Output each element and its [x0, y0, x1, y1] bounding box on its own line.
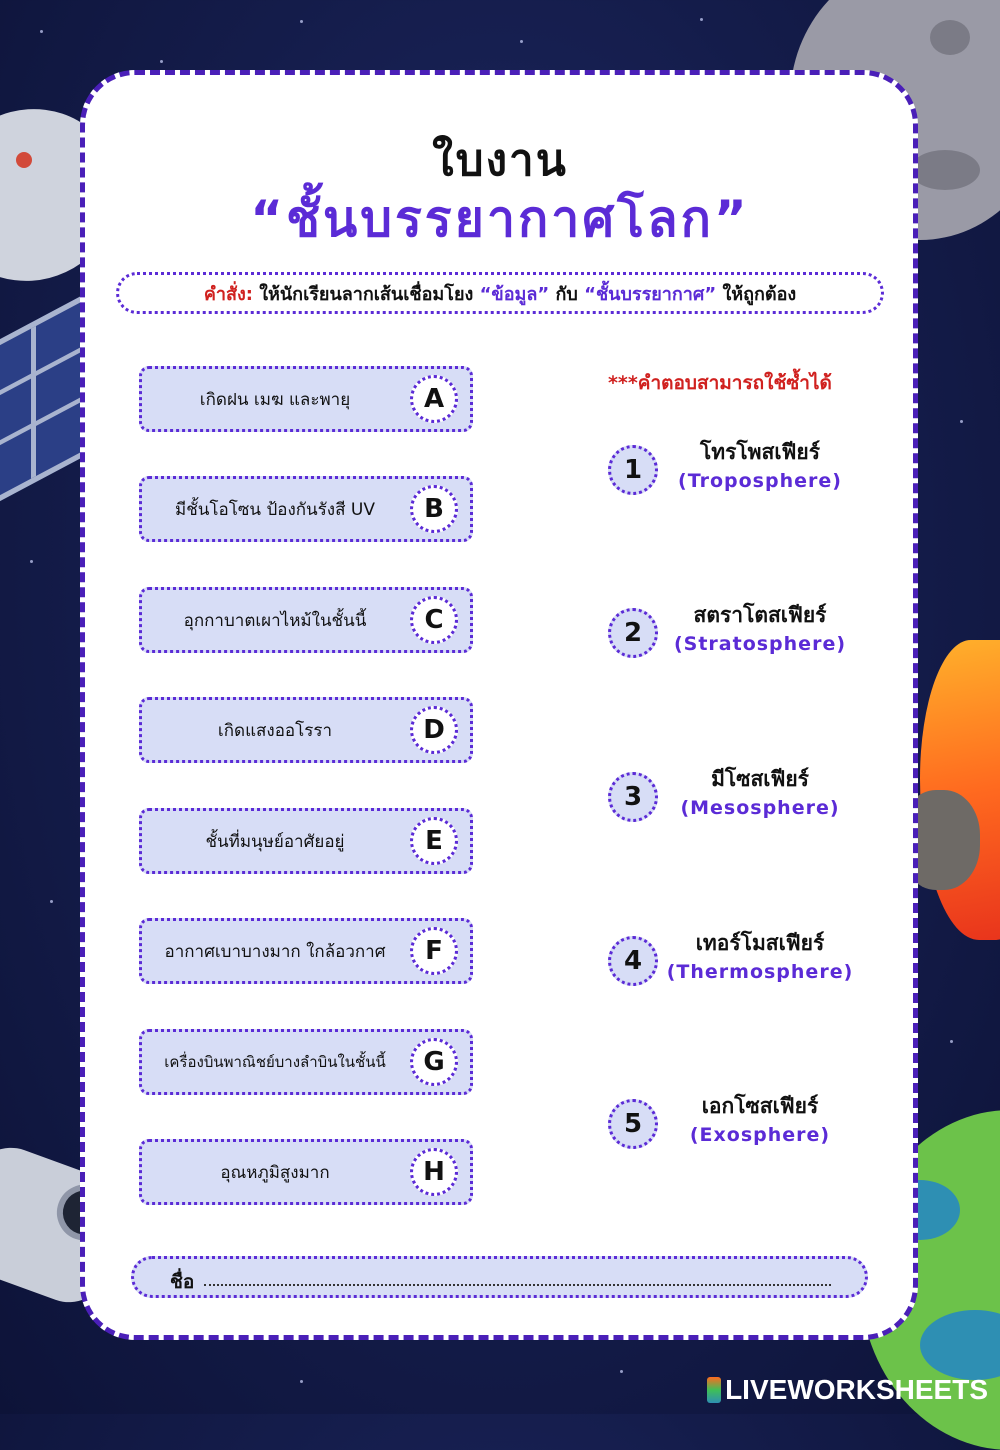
brand-watermark: [707, 1374, 988, 1406]
fact-item-e[interactable]: [139, 808, 473, 874]
layer-item-4: [608, 927, 858, 997]
fact-connector-c[interactable]: C: [410, 596, 458, 644]
fact-item-c[interactable]: [139, 587, 473, 653]
fact-connector-h[interactable]: H: [410, 1148, 458, 1196]
name-writing-line: [204, 1284, 831, 1286]
fact-connector-f[interactable]: F: [410, 927, 458, 975]
layer-name-english: (Stratosphere): [673, 633, 847, 655]
worksheet-subtitle: “ชั้นบรรยากาศโลก”: [250, 190, 750, 248]
layer-connector-4[interactable]: 4: [608, 936, 658, 986]
layer-item-1: [608, 436, 858, 506]
instruction-keyword-data: “ข้อมูล”: [479, 283, 550, 305]
layer-name-thai: มีโซสเฟียร์: [711, 767, 809, 791]
fact-item-g[interactable]: [139, 1029, 473, 1095]
layer-name-thai: เทอร์โมสเฟียร์: [695, 931, 825, 955]
instruction-keyword-layer: “ชั้นบรรยากาศ”: [584, 283, 717, 305]
fact-connector-a[interactable]: A: [410, 375, 458, 423]
fact-item-a[interactable]: [139, 366, 473, 432]
layer-name-thai: เอกโซสเฟียร์: [701, 1094, 819, 1118]
layer-connector-3[interactable]: 3: [608, 772, 658, 822]
layer-name-english: (Mesosphere): [680, 797, 840, 819]
fact-text: อุณหภูมิสูงมาก: [220, 1162, 330, 1183]
layer-connector-2[interactable]: 2: [608, 608, 658, 658]
layer-name-english: (Exosphere): [689, 1124, 831, 1146]
fact-text: เกิดแสงออโรรา: [217, 720, 333, 741]
fact-item-b[interactable]: [139, 476, 473, 542]
name-label: ชื่อ: [170, 1271, 195, 1293]
fact-text: มีชั้นโอโซน ป้องกันรังสี UV: [175, 499, 375, 520]
instruction-box: [116, 272, 884, 314]
student-name-field[interactable]: [131, 1256, 868, 1298]
fact-text: ชั้นที่มนุษย์อาศัยอยู่: [205, 831, 345, 852]
layer-connector-1[interactable]: 1: [608, 445, 658, 495]
fact-text: อากาศเบาบางมาก ใกล้อวกาศ: [164, 941, 386, 962]
brand-text: LIVEWORKSHEETS: [725, 1374, 988, 1405]
layer-name-english: (Troposphere): [678, 470, 842, 492]
fact-item-h[interactable]: [139, 1139, 473, 1205]
instruction-text-2: กับ: [555, 283, 578, 305]
fact-connector-e[interactable]: E: [410, 817, 458, 865]
fact-text: เกิดฝน เมฆ และพายุ: [199, 389, 351, 410]
instruction-text-1: ให้นักเรียนลากเส้นเชื่อมโยง: [259, 283, 474, 305]
fact-item-f[interactable]: [139, 918, 473, 984]
layer-name-thai: สตราโตสเฟียร์: [693, 603, 827, 627]
layer-item-2: [608, 599, 858, 669]
layer-item-3: [608, 763, 858, 833]
instruction-text-3: ให้ถูกต้อง: [722, 283, 797, 305]
layer-name-english: (Thermosphere): [666, 961, 854, 983]
layer-name-thai: โทรโพสเฟียร์: [700, 440, 820, 464]
fact-text: อุกกาบาตเผาไหม้ในชั้นนี้: [183, 610, 367, 631]
worksheet-title: ใบงาน: [432, 135, 568, 186]
fact-text: เครื่องบินพาณิชย์บางลำบินในชั้นนี้: [164, 1053, 386, 1071]
liveworksheets-logo-icon: [707, 1377, 721, 1403]
reuse-note: ***คำตอบสามารถใช้ซ้ำได้: [608, 372, 832, 394]
layer-connector-5[interactable]: 5: [608, 1099, 658, 1149]
layer-item-5: [608, 1090, 858, 1160]
instruction-label: คำสั่ง:: [203, 283, 253, 305]
fact-connector-g[interactable]: G: [410, 1038, 458, 1086]
fact-connector-b[interactable]: B: [410, 485, 458, 533]
fact-connector-d[interactable]: D: [410, 706, 458, 754]
fact-item-d[interactable]: [139, 697, 473, 763]
